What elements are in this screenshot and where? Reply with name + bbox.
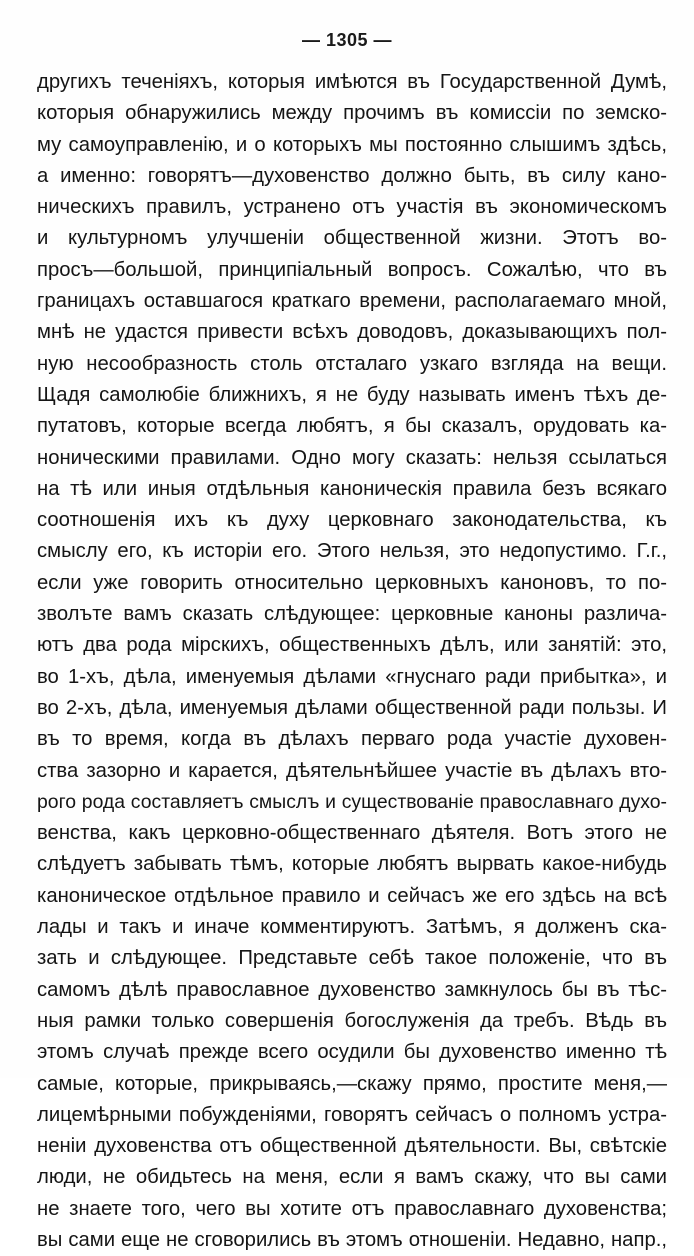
text-line: а именно: говорятъ—духовенство должно быть, въ силу кано-: [37, 164, 667, 187]
text-line: лицемѣрными побужденіями, говорятъ сейчасъ о полномъ устра-: [37, 1103, 667, 1126]
text-line: ныя рамки только совершенія богослуженія да требъ. Вѣдь въ: [37, 1009, 667, 1032]
text-line: если уже говорить относительно церковныхъ каноновъ, то по-: [37, 571, 667, 594]
text-line: въ то время, когда въ дѣлахъ перваго рода участіе духовен-: [37, 728, 667, 751]
text-line: соотношенія ихъ къ духу церковнаго законодательства, къ: [37, 509, 667, 532]
text-line: на тѣ или иныя отдѣльныя каноническія правила безъ всякаго: [37, 477, 667, 500]
text-line: другихъ теченіяхъ, которыя имѣются въ Государственной Думѣ,: [37, 71, 667, 93]
text-line: венства, какъ церковно-общественнаго дѣятеля. Вотъ этого не: [37, 822, 667, 845]
text-line: и культурномъ улучшеніи общественной жизни. Этотъ во-: [37, 227, 667, 250]
text-line: этомъ случаѣ прежде всего осудили бы духовенство именно тѣ: [37, 1041, 667, 1064]
text-line: мнѣ не удастся привести всѣхъ доводовъ, доказывающихъ пол-: [37, 321, 667, 344]
text-line: самомъ дѣлѣ православное духовенство замкнулось бы въ тѣс-: [37, 978, 667, 1001]
text-line: ническихъ правилъ, устранено отъ участія въ экономическомъ: [37, 196, 667, 219]
text-line: неніи духовенства отъ общественной дѣятельности. Вы, свѣтскіе: [37, 1135, 667, 1158]
text-line: Щадя самолюбіе ближнихъ, я не буду называть именъ тѣхъ де-: [37, 383, 667, 406]
text-line: границахъ оставшагося краткаго времени, располагаемаго мной,: [37, 290, 667, 313]
text-line: ютъ два рода мірскихъ, общественныхъ дѣлъ, или занятій: это,: [37, 634, 667, 657]
text-line: путатовъ, которые всегда любятъ, я бы сказалъ, орудовать ка-: [37, 415, 667, 438]
text-line: слѣдуетъ забывать тѣмъ, которые любятъ вырвать какое-нибудь: [37, 853, 667, 876]
text-line: зволъте вамъ сказать слѣдующее: церковные каноны различа-: [37, 603, 667, 626]
page-number: — 1305 —: [301, 30, 393, 50]
text-line: зать и слѣдующее. Представьте себѣ такое положеніе, что въ: [37, 947, 667, 970]
text-line: каноническое отдѣльное правило и сейчасъ же его здѣсь на всѣ: [37, 884, 667, 907]
text-line: лады и такъ и иначе комментируютъ. Затѣмъ, я долженъ ска-: [37, 916, 667, 939]
text-line: смыслу его, къ исторіи его. Этого нельзя, это недопустимо. Г.г.,: [37, 540, 667, 563]
text-line: ства зазорно и карается, дѣятельнѣйшее участіе въ дѣлахъ вто-: [37, 759, 667, 782]
text-line: не знаете того, чего вы хотите отъ православнаго духовенства;: [37, 1197, 667, 1220]
text-line: вы сами еще не сговорились въ этомъ отношеніи. Недавно, напр.,: [37, 1228, 667, 1251]
text-line: во 1-хъ, дѣла, именуемыя дѣлами «гнуснаго ради прибытка», и: [37, 665, 667, 688]
text-line: во 2-хъ, дѣла, именуемыя дѣлами общественной ради пользы. И: [37, 696, 667, 719]
text-line: люди, не обидьтесь на меня, если я вамъ скажу, что вы сами: [37, 1166, 667, 1189]
text-line: которыя обнаружились между прочимъ въ комиссіи по земско-: [37, 102, 667, 125]
text-line: рого рода составляетъ смыслъ и существованіе православнаго духо-: [37, 790, 667, 813]
text-line: ноническими правилами. Одно могу сказать: нельзя ссылаться: [37, 446, 667, 469]
text-line: самые, которые, прикрываясь,—скажу прямо, простите меня,—: [37, 1072, 667, 1095]
text-line: просъ—большой, принципіальный вопросъ. Сожалѣю, что въ: [37, 258, 667, 281]
text-line: ную несообразность столь отсталаго узкаго взгляда на вещи.: [37, 352, 667, 375]
text-line: му самоуправленію, и о которыхъ мы постоянно слышимъ здѣсь,: [37, 133, 667, 156]
